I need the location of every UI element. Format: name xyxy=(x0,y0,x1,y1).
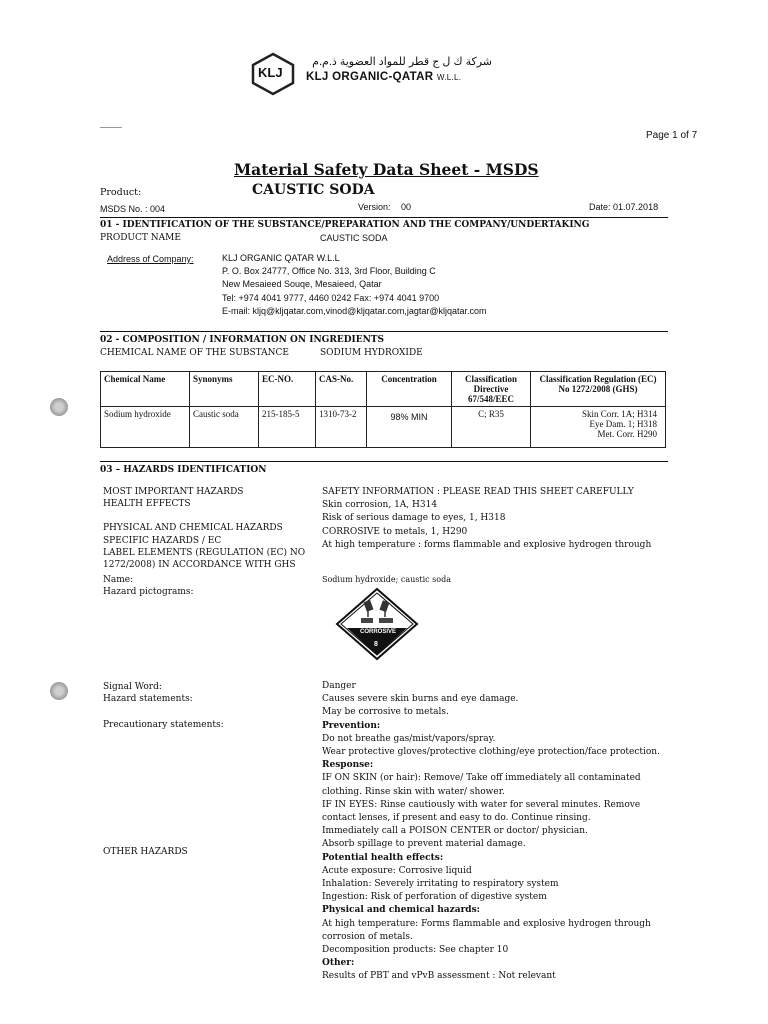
scan-mark xyxy=(100,127,122,128)
version xyxy=(358,202,411,212)
table-header-cell: Classification Regulation (EC) No 1272/2008 (GHS) xyxy=(531,372,666,407)
table-cell: 98% MIN xyxy=(367,407,452,448)
table-header-cell: CAS-No. xyxy=(316,372,367,407)
statement-line: Acute exposure: Corrosive liquid xyxy=(322,865,472,876)
product-label: Product: xyxy=(100,187,142,198)
hazard-line: At high temperature : forms flammable and explosive hydrogen through xyxy=(322,539,652,550)
msds-number-label: MSDS No. : xyxy=(100,204,148,214)
statement-heading: Other: xyxy=(322,958,355,969)
statement-line: Results of PBT and vPvB assessment : Not relevant xyxy=(322,971,556,982)
statement-line: At high temperature: Forms flammable and explosive hydrogen through xyxy=(322,918,651,929)
statement-line: Wear protective gloves/protective clothing/eye protection/face protection. xyxy=(322,747,660,758)
table-cell: Sodium hydroxide xyxy=(101,407,190,448)
statement-line: Danger xyxy=(322,681,356,691)
health-effects-label: HEALTH EFFECTS xyxy=(103,499,191,509)
hazard-info-bottom xyxy=(322,680,660,984)
page-number: Page 1 of 7 xyxy=(646,130,698,141)
statement-line: corrosion of metals. xyxy=(322,931,413,942)
statement-line: clothing. Rinse skin with water/ shower. xyxy=(322,786,505,797)
statement-line: IF IN EYES: Rinse cautiously with water for several minutes. Remove xyxy=(322,799,641,810)
product-name-label: PRODUCT NAME xyxy=(100,233,181,243)
hazard-line: Skin corrosion, 1A, H314 xyxy=(322,500,438,511)
company-name-text: KLJ ORGANIC-QATAR xyxy=(306,71,434,83)
hazard-pictograms-label: Hazard pictograms: xyxy=(103,587,194,597)
company-arabic-name: شركة ك ل ج قطر للمواد العضوية ذ.م.م xyxy=(312,56,492,68)
label-elements-label-cont: 1272/2008) IN ACCORDANCE WITH GHS xyxy=(103,560,296,570)
statement-line: Do not breathe gas/mist/vapors/spray. xyxy=(322,733,496,744)
composition-table xyxy=(100,371,666,448)
most-important-hazards-label: MOST IMPORTANT HAZARDS xyxy=(103,487,244,497)
name-label: Name: xyxy=(103,575,134,585)
corrosive-hazard-icon xyxy=(335,587,419,661)
punch-hole-top xyxy=(50,398,68,416)
version-value: 00 xyxy=(401,202,412,212)
statement-line: May be corrosive to metals. xyxy=(322,707,449,718)
table-header-cell: Chemical Name xyxy=(101,372,190,407)
section1-heading: 01 - IDENTIFICATION OF THE SUBSTANCE/PREPARATION AND THE COMPANY/UNDERTAKING xyxy=(100,220,590,230)
corrosive-pictogram xyxy=(335,587,419,661)
address-line: P. O. Box 24777, Office No. 313, 3rd Floor, Building C xyxy=(222,266,436,277)
table-cell: 215-185-5 xyxy=(259,407,316,448)
date xyxy=(589,202,658,212)
statement-heading: Potential health effects: xyxy=(322,852,444,863)
table-cell: C; R35 xyxy=(452,407,531,448)
product-name-value: CAUSTIC SODA xyxy=(320,233,388,243)
specific-hazards-label: SPECIFIC HAZARDS / EC xyxy=(103,536,222,546)
table-header-cell: EC-NO. xyxy=(259,372,316,407)
address-line: Tel: +974 4041 9777, 4460 0242 Fax: +974 4041 9700 xyxy=(222,292,440,303)
hazard-line: SAFETY INFORMATION : PLEASE READ THIS SHEET CAREFULLY xyxy=(322,487,634,497)
statement-line: Causes severe skin burns and eye damage. xyxy=(322,694,519,705)
pictogram-substance-name: Sodium hydroxide; caustic soda xyxy=(322,575,451,584)
section2-divider xyxy=(100,461,668,462)
version-label: Version: xyxy=(358,202,391,212)
punch-hole-bottom xyxy=(50,682,68,700)
other-hazards-label: OTHER HAZARDS xyxy=(103,847,188,857)
date-value: 01.07.2018 xyxy=(613,202,659,212)
label-elements-label: LABEL ELEMENTS (REGULATION (EC) NO xyxy=(103,548,306,558)
statement-heading: Response: xyxy=(322,760,374,771)
section3-heading: 03 – HAZARDS IDENTIFICATION xyxy=(100,465,267,475)
company-name xyxy=(306,71,461,83)
header-divider xyxy=(100,217,668,218)
table-header-cell: Synonyms xyxy=(190,372,259,407)
msds-number xyxy=(100,204,165,214)
logo-letters: KLJ xyxy=(258,65,283,80)
table-cell: Skin Corr. 1A; H314 Eye Dam. 1; H318 Met. Corr. H290 xyxy=(531,407,666,448)
table-header-row xyxy=(101,372,666,407)
pictogram-label: CORROSIVE xyxy=(360,629,397,635)
product-value: CAUSTIC SODA xyxy=(252,182,375,198)
address-label: Address of Company: xyxy=(107,254,194,264)
section2-heading: 02 - COMPOSITION / INFORMATION ON INGREDIENTS xyxy=(100,335,385,345)
chemical-name-value: SODIUM HYDROXIDE xyxy=(320,348,423,358)
table-cell: 1310-73-2 xyxy=(316,407,367,448)
hazard-line: CORROSIVE to metals, 1, H290 xyxy=(322,526,468,537)
statement-heading: Physical and chemical hazards: xyxy=(322,905,480,916)
statement-line: Absorb spillage to prevent material damage. xyxy=(322,839,526,850)
table-row xyxy=(101,407,666,448)
chemical-name-label: CHEMICAL NAME OF THE SUBSTANCE xyxy=(100,348,289,358)
address-line: KLJ ORGANIC QATAR W.L.L xyxy=(222,253,340,263)
signal-word-label: Signal Word: xyxy=(103,682,162,692)
hazard-line: Risk of serious damage to eyes, 1, H318 xyxy=(322,513,506,524)
statement-heading: Prevention: xyxy=(322,720,381,731)
section1-divider xyxy=(100,331,668,332)
physical-hazards-label: PHYSICAL AND CHEMICAL HAZARDS xyxy=(103,523,283,533)
table-cell: Caustic soda xyxy=(190,407,259,448)
company-address xyxy=(222,252,487,318)
table-header-cell: Classification Directive 67/548/EEC xyxy=(452,372,531,407)
address-line: New Mesaieed Souqe, Mesaieed, Qatar xyxy=(222,279,382,290)
document-title: Material Safety Data Sheet - MSDS xyxy=(234,160,539,179)
msds-number-value: 004 xyxy=(150,204,166,214)
statement-line: Ingestion: Risk of perforation of digestive system xyxy=(322,892,547,903)
hazard-info-top xyxy=(322,486,651,552)
company-logo xyxy=(249,52,297,96)
address-line: E-mail: kljq@kljqatar.com,vinod@kljqatar.com,jagtar@kljqatar.com xyxy=(222,305,487,316)
date-label: Date: xyxy=(589,202,611,212)
company-suffix: W.L.L. xyxy=(436,73,462,82)
statement-line: contact lenses, if present and easy to do. Continue rinsing. xyxy=(322,813,591,824)
precautionary-statements-label: Precautionary statements: xyxy=(103,720,224,730)
pictogram-class: 8 xyxy=(374,641,378,648)
hazard-statements-label: Hazard statements: xyxy=(103,694,193,704)
table-header-cell: Concentration xyxy=(367,372,452,407)
statement-line: Decomposition products: See chapter 10 xyxy=(322,945,509,956)
statement-line: Inhalation: Severely irritating to respiratory system xyxy=(322,879,559,890)
statement-line: Immediately call a POISON CENTER or doctor/ physician. xyxy=(322,826,588,837)
statement-line: IF ON SKIN (or hair): Remove/ Take off immediately all contaminated xyxy=(322,773,641,784)
